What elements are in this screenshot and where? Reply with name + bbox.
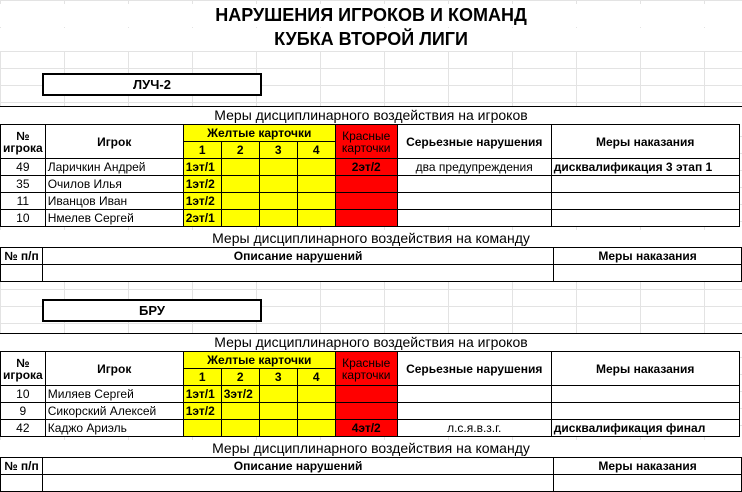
player-number-header (1, 352, 46, 386)
yellow-card-stage2 (221, 420, 259, 437)
yellow-card-stage2 (221, 176, 259, 193)
yellow-cards-header: Желтые карточки (183, 125, 335, 142)
penalty (551, 210, 739, 227)
serious-violation (397, 386, 551, 403)
empty-cell (1, 475, 43, 492)
player-measures-header: Меры дисциплинарного воздействия на игроков (0, 106, 742, 124)
penalty (551, 176, 739, 193)
team-penalty-header: Меры наказания (554, 248, 742, 265)
yellow-card-stage4 (297, 193, 335, 210)
stage-header: 3 (259, 369, 297, 386)
player-name: Миляев Сергей (45, 386, 183, 403)
penalty-header: Меры наказания (551, 125, 739, 159)
red-card (335, 386, 397, 403)
player-number-header (1, 125, 46, 159)
yellow-card-stage1: 2эт/1 (183, 210, 221, 227)
red-label-1: Красные (342, 128, 391, 143)
player-name: Каджо Ариэль (45, 420, 183, 437)
num-label-2: игрока (3, 367, 43, 382)
stage-header: 4 (297, 142, 335, 159)
player-name: Ларичкин Андрей (45, 159, 183, 176)
team-name-box: БРУ (42, 299, 262, 322)
table-header-row (1, 352, 740, 369)
player-name: Иванцов Иван (45, 193, 183, 210)
yellow-card-stage2 (221, 159, 259, 176)
yellow-card-stage1: 1эт/2 (183, 193, 221, 210)
yellow-card-stage2 (221, 193, 259, 210)
red-card (335, 403, 397, 420)
yellow-cards-header: Желтые карточки (183, 352, 335, 369)
red-cards-header (335, 125, 397, 159)
table-row (1, 176, 740, 193)
yellow-card-stage3 (259, 176, 297, 193)
players-table (0, 351, 740, 437)
red-label-2: карточки (341, 140, 391, 155)
stage-header: 1 (183, 369, 221, 386)
team-measures-header: Меры дисциплинарного воздействия на команду (0, 230, 742, 247)
team-measures-header-row (1, 248, 742, 265)
yellow-card-stage4 (297, 159, 335, 176)
description-header: Описание нарушений (42, 248, 553, 265)
yellow-card-stage1: 1эт/1 (183, 386, 221, 403)
serious-violations-header: Серьезные нарушения (397, 352, 551, 386)
player-number: 35 (1, 176, 46, 193)
yellow-card-stage1: 1эт/1 (183, 159, 221, 176)
table-row (1, 420, 740, 437)
red-cards-header (335, 352, 397, 386)
serious-violation: два предупреждения (397, 159, 551, 176)
stage-header: 2 (221, 369, 259, 386)
player-measures-header: Меры дисциплинарного воздействия на игроков (0, 333, 742, 351)
serious-violation (397, 403, 551, 420)
yellow-card-stage3 (259, 420, 297, 437)
yellow-card-stage4 (297, 403, 335, 420)
red-card (335, 210, 397, 227)
stage-header: 2 (221, 142, 259, 159)
stage-header: 4 (297, 369, 335, 386)
player-number: 10 (1, 210, 46, 227)
empty-cell (554, 265, 742, 282)
yellow-card-stage3 (259, 159, 297, 176)
table-row (1, 403, 740, 420)
description-header: Описание нарушений (42, 458, 553, 475)
team-name-box: ЛУЧ-2 (42, 73, 262, 96)
penalty (551, 403, 739, 420)
serious-violations-header: Серьезные нарушения (397, 125, 551, 159)
serious-violation: л.с.я.в.з.г. (397, 420, 551, 437)
penalty (551, 386, 739, 403)
team-measures-header: Меры дисциплинарного воздействия на команду (0, 440, 742, 457)
penalty (551, 193, 739, 210)
stage-header: 1 (183, 142, 221, 159)
red-label-1: Красные (342, 355, 391, 370)
serious-violation (397, 176, 551, 193)
yellow-card-stage3 (259, 193, 297, 210)
team-penalty-header: Меры наказания (554, 458, 742, 475)
table-row (1, 475, 742, 492)
table-row (1, 265, 742, 282)
player-header: Игрок (45, 352, 183, 386)
player-number: 9 (1, 403, 46, 420)
yellow-card-stage4 (297, 176, 335, 193)
table-row (1, 386, 740, 403)
red-card (335, 193, 397, 210)
yellow-card-stage2 (221, 403, 259, 420)
player-name: Очилов Илья (45, 176, 183, 193)
num-label-1: № (16, 355, 30, 370)
players-table (0, 124, 740, 227)
serious-violation (397, 210, 551, 227)
team-measures-header-row (1, 458, 742, 475)
red-label-2: карточки (341, 367, 391, 382)
empty-cell (42, 475, 553, 492)
table-row (1, 210, 740, 227)
table-row (1, 193, 740, 210)
num-label-1: № (16, 128, 30, 143)
empty-cell (554, 475, 742, 492)
yellow-card-stage2: 3эт/2 (221, 386, 259, 403)
row-number-header: № п/п (1, 458, 43, 475)
num-label-2: игрока (3, 140, 43, 155)
yellow-card-stage4 (297, 386, 335, 403)
red-card (335, 176, 397, 193)
serious-violation (397, 193, 551, 210)
yellow-card-stage3 (259, 403, 297, 420)
empty-cell (42, 265, 553, 282)
penalty: дисквалификация финал (551, 420, 739, 437)
player-header: Игрок (45, 125, 183, 159)
red-card: 2эт/2 (335, 159, 397, 176)
player-number: 11 (1, 193, 46, 210)
yellow-card-stage4 (297, 210, 335, 227)
page-title-line2: КУБКА ВТОРОЙ ЛИГИ (0, 28, 742, 51)
player-name: Сикорский Алексей (45, 403, 183, 420)
empty-cell (1, 265, 43, 282)
table-header-row (1, 125, 740, 142)
row-number-header: № п/п (1, 248, 43, 265)
stage-header: 3 (259, 142, 297, 159)
yellow-card-stage1 (183, 420, 221, 437)
yellow-card-stage4 (297, 420, 335, 437)
yellow-card-stage1: 1эт/2 (183, 403, 221, 420)
yellow-card-stage3 (259, 386, 297, 403)
red-card: 4эт/2 (335, 420, 397, 437)
yellow-card-stage1: 1эт/2 (183, 176, 221, 193)
penalty: дисквалификация 3 этап 1 (551, 159, 739, 176)
yellow-card-stage3 (259, 210, 297, 227)
yellow-card-stage2 (221, 210, 259, 227)
team-measures-table (0, 247, 742, 282)
page-title-line1: НАРУШЕНИЯ ИГРОКОВ И КОМАНД (0, 4, 742, 27)
player-name: Нмелев Сергей (45, 210, 183, 227)
table-row (1, 159, 740, 176)
player-number: 10 (1, 386, 46, 403)
player-number: 49 (1, 159, 46, 176)
team-measures-table (0, 457, 742, 492)
penalty-header: Меры наказания (551, 352, 739, 386)
player-number: 42 (1, 420, 46, 437)
